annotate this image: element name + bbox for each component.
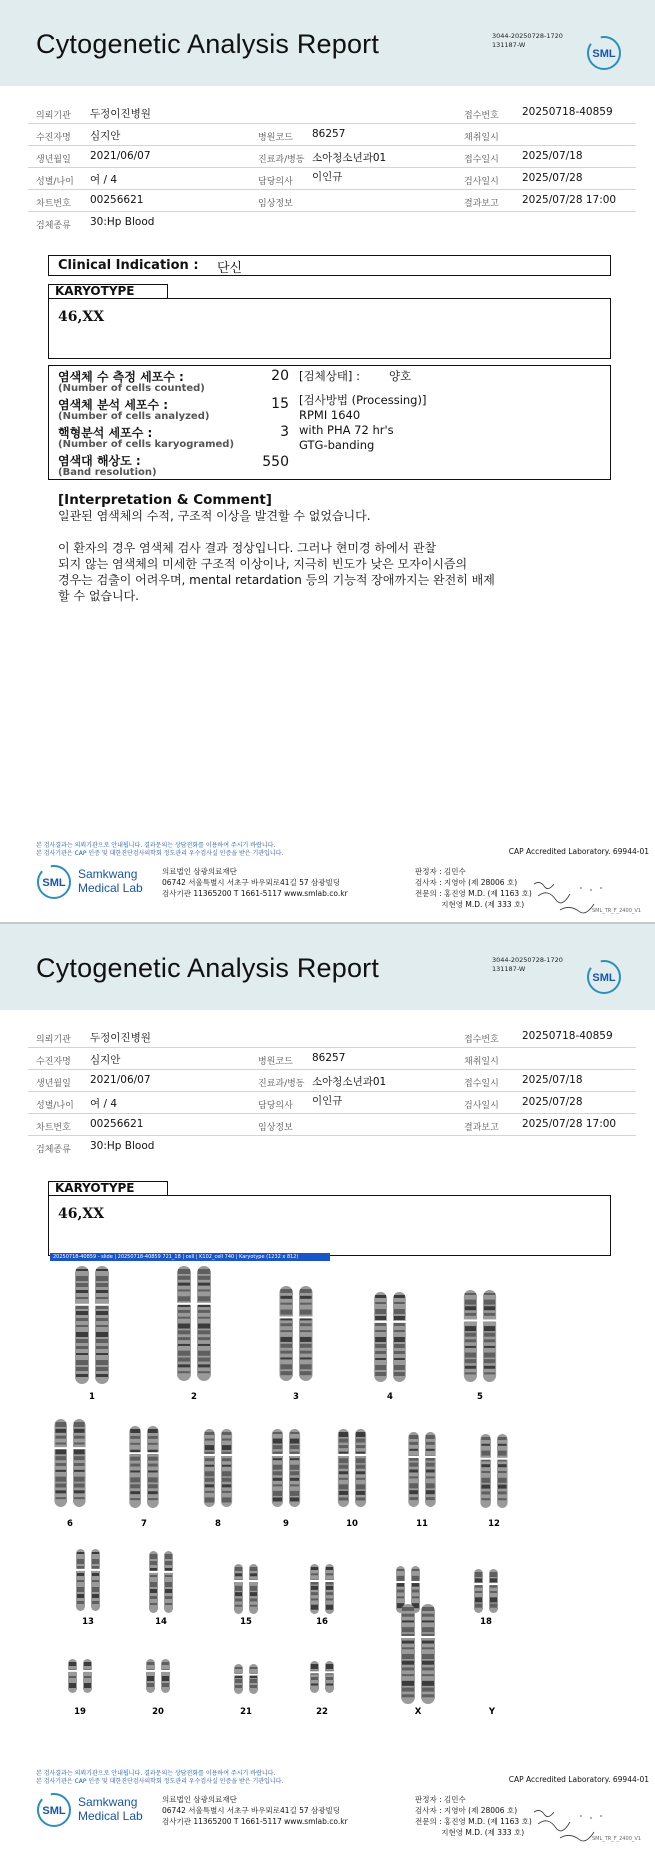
chromosome-pair-20: [146, 1659, 171, 1717]
karyogram-image: [46, 1264, 614, 1744]
chromosome-pair-2: [177, 1266, 212, 1402]
karyogram-caption: 20250718-40859 - slide | 20250718-40859 721_18 | cell | K102_cell 740 | Karyotype (1232 x 812): [50, 1253, 330, 1261]
band-resolution: 550: [262, 454, 289, 470]
svg-text:SML: SML: [592, 972, 616, 984]
chromosome-label: 5: [477, 1392, 483, 1402]
chromosome-pair-11: [408, 1432, 436, 1529]
info-row: 의뢰기관 두정이진병원 접수번호 20250718-40859: [28, 1026, 636, 1048]
svg-text:SML: SML: [42, 1805, 66, 1817]
received-date: 2025/07/18: [522, 150, 583, 162]
info-row: 검체종류 30:Hp Blood: [36, 1140, 155, 1155]
lab-address: 의료법인 삼광의료재단 06742 서울특별시 서초구 바우뫼로41길 57 삼광빌딩 검사기관 11365200 T 1661-5117 www.smlab.co.kr: [162, 867, 348, 898]
chromosome-label: 19: [74, 1707, 86, 1717]
svg-text:SML: SML: [42, 877, 66, 889]
chromosome-label: 6: [67, 1519, 73, 1529]
lab-staff: 판정자 : 김민수 검사자 : 지영아 (제 28006 호) 전문의 : 홍진영 M.D. (제 1163 호) 지현영 M.D. (제 333 호): [415, 867, 532, 909]
chromosome-label: 18: [480, 1617, 492, 1627]
info-row: 검체종류 30:Hp Blood: [36, 216, 155, 231]
info-row: 의뢰기관 두정이진병원 접수번호 20250718-40859: [28, 102, 636, 124]
report-page-1: [0, 0, 655, 922]
cap-accreditation: CAP Accredited Laboratory. 69944-01: [508, 1775, 649, 1784]
interpretation-text: 일관된 염색체의 수적, 구조적 이상을 발견할 수 없었습니다. 이 환자의 경우 염색체 검사 결과 정상입니다. 그러나 현미경 하에서 관찰 되지 않는 염색체의 미세한 구조적 이상이나, 지극히 빈도가 낮은 모자이시즘의 경우는 검출이 어려우며, mental retardation 등의 기능적 장애까지는 완전히 배제 할 수 없습니다.: [58, 509, 495, 603]
report-footer: 본 검사결과는 의뢰기관으로 안내됩니다. 결과문의는 상담전화를 이용하여 주시기 바랍니다. 본 검사기관은 CAP 인증 및 대한진단검사의학회 정도관리 우수검사실 인증을 받은 기관입니다. CAP Accredited Laboratory. 69944-01 SML Samkwang Medical Lab 의료법인 삼광의료재단 06742 서울특별시 서초구 바우뫼로41길 57 삼광빌딩 검사기관 11365200 T 1661-5117 www.smlab.co.kr 판정자 : 김민수 검사자 : 지영아 (제 28006 호) 전문의 : 홍진영 M.D. (제 1163 호) 지현영 M.D. (제 333 호) SML_TR_F_2400_V1: [36, 1770, 649, 1842]
report-title: Cytogenetic Analysis Report: [36, 953, 380, 983]
exam-date: 2025/07/28: [522, 1096, 583, 1108]
chromosome-pair-1: [75, 1266, 110, 1402]
chromosome-label: Y: [488, 1707, 496, 1717]
chromosome-pair-X: [401, 1604, 436, 1717]
chromosome-pair-22: [310, 1661, 335, 1717]
karyotype-box: [48, 298, 611, 359]
patient-name: 심지안: [90, 1054, 121, 1066]
chromosome-label: 22: [316, 1707, 328, 1717]
cell-count-box: 염색체 수 측정 세포수 : (Number of cells counted) 20 염색체 분석 세포수 : (Number of cells analyzed) 15 핵형분석 세포수 : (Number of cells karyogramed) 3 염색대 해상도 : (Band resolution) 550 [검체상태] : 양호 [검사방법 (Processing)] RPMI 1640 with PHA 72 hr's GTG-banding: [48, 365, 611, 480]
samkwang-logo-icon: [36, 1792, 72, 1828]
sex-age: 여 / 4: [90, 174, 118, 186]
chromosome-label: 9: [283, 1519, 289, 1529]
result-date: 2025/07/28 17:00: [522, 1118, 617, 1130]
chromosome-pair-21: [234, 1664, 259, 1717]
doc-code: 3044-20250728-1720 131187-W: [492, 32, 563, 49]
chromosome-label: 10: [346, 1519, 358, 1529]
info-row: 차트번호 00256621 임상정보 결과보고 2025/07/28 17:00: [28, 190, 636, 212]
dob: 2021/06/07: [90, 1074, 151, 1086]
chromosome-label: 2: [191, 1392, 197, 1402]
chromosome-pair-18: [474, 1569, 499, 1627]
chromosome-pair-9: [271, 1429, 300, 1529]
chromosome-label: 11: [416, 1519, 428, 1529]
cells-analyzed: 15: [271, 396, 289, 412]
chromosome-pair-14: [149, 1551, 174, 1627]
chromosome-label: 13: [82, 1617, 94, 1627]
svg-text:SML: SML: [592, 48, 616, 60]
chromosome-pair-13: [76, 1549, 101, 1627]
clinical-indication-box: Clinical Indication : 단신: [48, 255, 611, 276]
chromosome-pair-19: [68, 1659, 93, 1717]
karyotype-result: 46,XX: [58, 309, 105, 325]
chromosome-pair-8: [203, 1429, 232, 1529]
cap-accreditation: CAP Accredited Laboratory. 69944-01: [508, 847, 649, 856]
cells-counted: 20: [271, 368, 289, 384]
clinical-indication: 단신: [217, 261, 243, 276]
interpretation-title: [Interpretation & Comment]: [58, 492, 272, 508]
sex-age: 여 / 4: [90, 1098, 118, 1110]
department: 소아청소년과01: [312, 152, 387, 164]
chromosome-label: 21: [240, 1707, 252, 1717]
chromosome-pair-15: [234, 1564, 259, 1627]
department: 소아청소년과01: [312, 1076, 387, 1088]
chromosome-pair-7: [129, 1426, 159, 1529]
doctor: 이인규: [312, 1095, 343, 1107]
dob: 2021/06/07: [90, 150, 151, 162]
chromosome-label: 3: [293, 1392, 299, 1402]
specimen-type: 30:Hp Blood: [90, 216, 155, 228]
chromosome-pair-4: [374, 1292, 407, 1402]
chromosome-label: 16: [316, 1617, 328, 1627]
chromosome-label: 8: [215, 1519, 221, 1529]
info-row: 수진자명 심지안 병원코드 86257 채취일시: [28, 1048, 636, 1070]
specimen-state: 양호: [389, 369, 412, 383]
exam-date: 2025/07/28: [522, 172, 583, 184]
chromosome-label: 1: [89, 1392, 95, 1402]
lab-name: Samkwang Medical Lab: [78, 867, 143, 895]
hospital-code: 86257: [312, 128, 346, 140]
hospital-code: 86257: [312, 1052, 346, 1064]
lab-address: 의료법인 삼광의료재단 06742 서울특별시 서초구 바우뫼로41길 57 삼광빌딩 검사기관 11365200 T 1661-5117 www.smlab.co.kr: [162, 1795, 348, 1826]
info-row: 차트번호 00256621 임상정보 결과보고 2025/07/28 17:00: [28, 1114, 636, 1136]
lab-staff: 판정자 : 김민수 검사자 : 지영아 (제 28006 호) 전문의 : 홍진영 M.D. (제 1163 호) 지현영 M.D. (제 333 호): [415, 1795, 532, 1837]
karyotype-label: KARYOTYPE: [48, 1181, 168, 1195]
report-footer: 본 검사결과는 의뢰기관으로 안내됩니다. 결과문의는 상담전화를 이용하여 주시기 바랍니다. 본 검사기관은 CAP 인증 및 대한진단검사의학회 정도관리 우수검사실 인증을 받은 기관입니다. CAP Accredited Laboratory. 69944-01 SML Samkwang Medical Lab 의료법인 삼광의료재단 06742 서울특별시 서초구 바우뫼로41길 57 삼광빌딩 검사기관 11365200 T 1661-5117 www.smlab.co.kr 판정자 : 김민수 검사자 : 지영아 (제 28006 호) 전문의 : 홍진영 M.D. (제 1163 호) 지현영 M.D. (제 333 호) SML_TR_F_2400_V1: [36, 842, 649, 914]
accession-number: 20250718-40859: [522, 106, 613, 118]
sml-logo-icon: [586, 35, 622, 71]
lab-name: Samkwang Medical Lab: [78, 1795, 143, 1823]
info-row: 생년월일 2021/06/07 진료과/병동 소아청소년과01 접수일시 2025/07/18: [28, 1070, 636, 1092]
chromosome-pair-3: [279, 1286, 313, 1402]
chromosome-label: 12: [488, 1519, 500, 1529]
chromosome-pair-16: [310, 1564, 335, 1627]
info-row: 성별/나이 여 / 4 담당의사 이인규 검사일시 2025/07/28: [28, 168, 636, 190]
report-page-2: [0, 924, 655, 1850]
chromosome-label: 15: [240, 1617, 252, 1627]
info-row: 수진자명 심지안 병원코드 86257 채취일시: [28, 124, 636, 146]
karyotype-box: [48, 1195, 611, 1256]
chromosome-label: 4: [387, 1392, 393, 1402]
chromosome-label: 14: [155, 1617, 167, 1627]
sml-logo-icon: [586, 959, 622, 995]
report-title: Cytogenetic Analysis Report: [36, 29, 380, 59]
doc-code: 3044-20250728-1720 131187-W: [492, 956, 563, 973]
chart-number: 00256621: [90, 194, 144, 206]
karyotype-label: KARYOTYPE: [48, 284, 168, 298]
chromosome-label: X: [414, 1707, 422, 1717]
received-date: 2025/07/18: [522, 1074, 583, 1086]
accession-number: 20250718-40859: [522, 1030, 613, 1042]
report-header: [0, 924, 655, 1010]
chromosome-pair-Y: [488, 1707, 496, 1717]
chromosome-pair-10: [337, 1429, 366, 1529]
report-header: [0, 0, 655, 86]
karyotype-result: 46,XX: [58, 1206, 105, 1222]
samkwang-logo-icon: [36, 864, 72, 900]
chromosome-pair-6: [54, 1419, 86, 1529]
info-row: 성별/나이 여 / 4 담당의사 이인규 검사일시 2025/07/28: [28, 1092, 636, 1114]
chromosome-pair-5: [463, 1290, 496, 1402]
chromosome-label: 20: [152, 1707, 164, 1717]
chromosome-pair-12: [480, 1434, 508, 1529]
patient-name: 심지안: [90, 130, 121, 142]
cells-karyogramed: 3: [280, 424, 289, 440]
chromosome-label: 7: [141, 1519, 147, 1529]
info-row: 생년월일 2021/06/07 진료과/병동 소아청소년과01 접수일시 2025/07/18: [28, 146, 636, 168]
specimen-type: 30:Hp Blood: [90, 1140, 155, 1152]
institution: 두정이진병원: [90, 108, 151, 120]
institution: 두정이진병원: [90, 1032, 151, 1044]
chart-number: 00256621: [90, 1118, 144, 1130]
doctor: 이인규: [312, 171, 343, 183]
result-date: 2025/07/28 17:00: [522, 194, 617, 206]
